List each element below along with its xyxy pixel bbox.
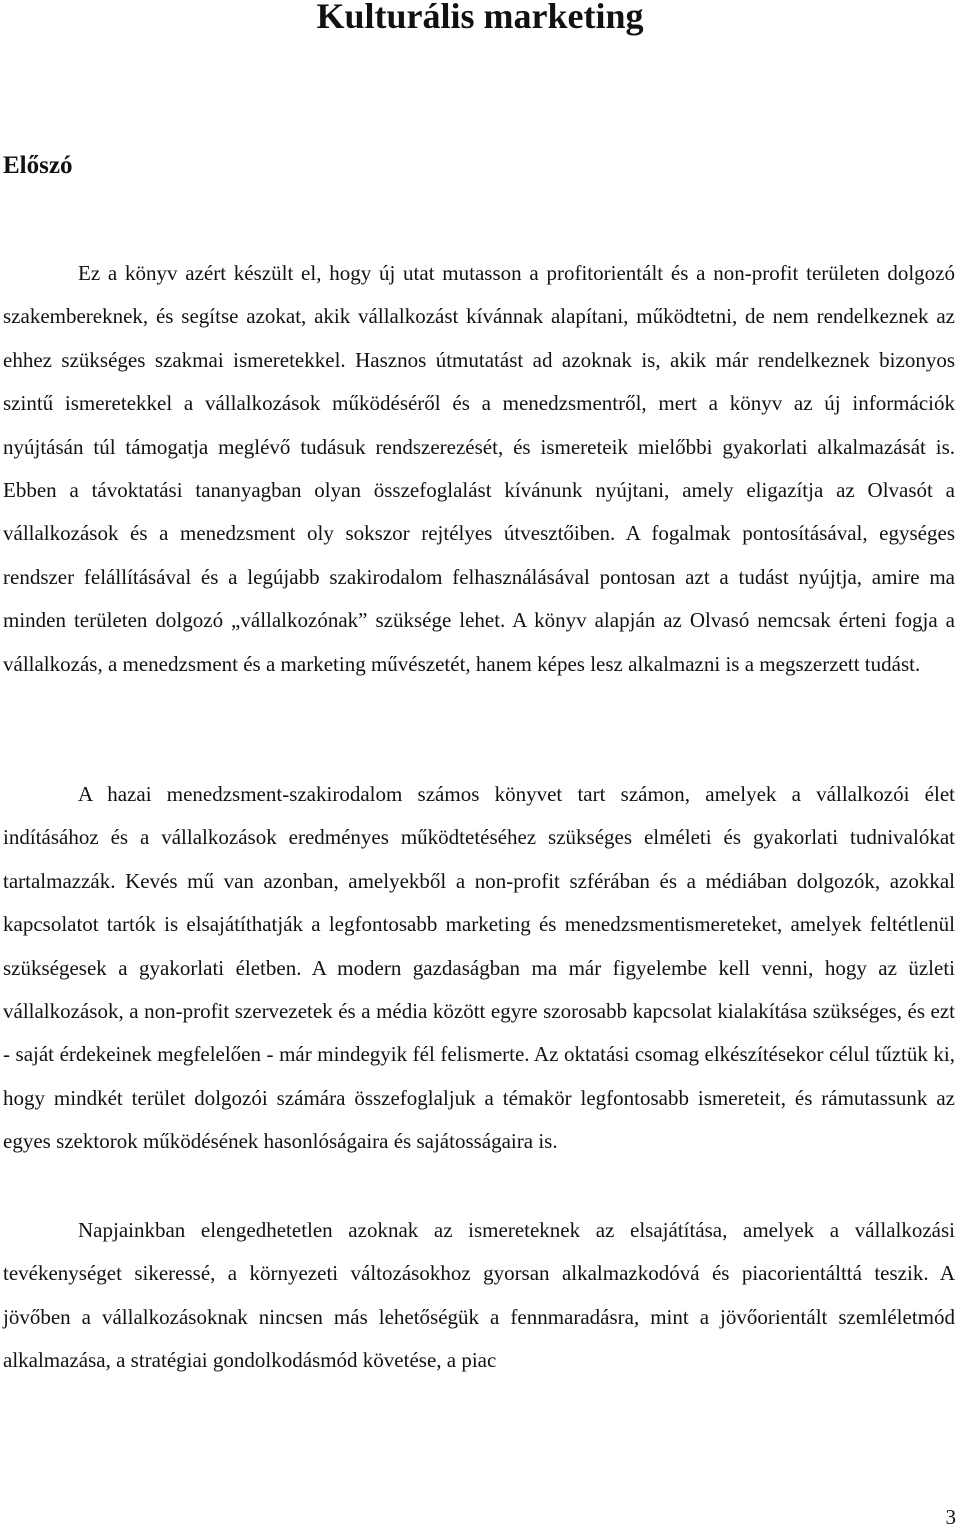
page-number: 3 <box>945 1505 956 1529</box>
body-paragraph: Ez a könyv azért készült el, hogy új utat mutasson a profitorientált és a non-profit területen dolgozó szakembereknek, és segítse azokat, akik vállalkozást kívánnak alapítani, működtetni, de nem rendelkeznek az ehhez szükséges szakmai ismeretekkel. Hasznos útmutatást ad azoknak is, akik már rendelkeznek bizonyos szintű ismeretekkel a vállalkozások működéséről és a menedzsmentről, mert a könyv az új információk nyújtásán túl támogatja meglévő tudásuk rendszerezését, és ismereteik mielőbbi gyakorlati alkalmazását is. Ebben a távoktatási tananyagban olyan összefoglalást kívánunk nyújtani, amely eligazítja az Olvasót a vállalkozások és a menedzsment oly sokszor rejtélyes útvesztőiben. A fogalmak pontosításával, egységes rendszer felállításával és a legújabb szakirodalom felhasználásával pontosan azt a tudást nyújtja, amire ma minden területen dolgozó „vállalkozónak” szüksége lehet. A könyv alapján az Olvasó nemcsak érteni fogja a vállalkozás, a menedzsment és a marketing művészetét, hanem képes lesz alkalmazni is a megszerzett tudást. <box>3 261 955 676</box>
body-paragraph: A hazai menedzsment-szakirodalom számos könyvet tart számon, amelyek a vállalkozói élet indításához és a vállalkozások eredményes működtetéséhez szükséges elméleti és gyakorlati tudnivalókat tartalmazzák. Kevés mű van azonban, amelyekből a non-profit szférában és a médiában dolgozók, azokkal kapcsolatot tartók is elsajátíthatják a legfontosabb marketing és menedzsmentismereteket, amelyek feltétlenül szükségesek a gyakorlati életben. A modern gazdaságban ma már figyelembe kell venni, hogy az üzleti vállalkozások, a non-profit szervezetek és a média között egyre szorosabb kapcsolat kialakítása szükséges, és ezt - saját érdekeinek megfelelően - már mindegyik fél felismerte. Az oktatási csomag elkészítésekor célul tűztük ki, hogy mindkét terület dolgozói számára összefoglaljuk a témakör legfontosabb ismereteit, és rámutassunk az egyes szektorok működésének hasonlóságaira és sajátosságaira is. <box>3 782 955 1154</box>
document-title: Kulturális marketing <box>316 0 644 36</box>
section-heading-foreword: Előszó <box>3 152 73 179</box>
body-paragraph: Napjainkban elengedhetetlen azoknak az ismereteknek az elsajátítása, amelyek a vállalkozási tevékenységet sikeressé, a környezeti változásokhoz gyorsan alkalmazkodóvá és piacorientálttá teszik. A jövőben a vállalkozásoknak nincsen más lehetőségük a fennmaradásra, mint a jövőorientált szemléletmód alkalmazása, a stratégiai gondolkodásmód követése, a piac <box>3 1218 955 1373</box>
